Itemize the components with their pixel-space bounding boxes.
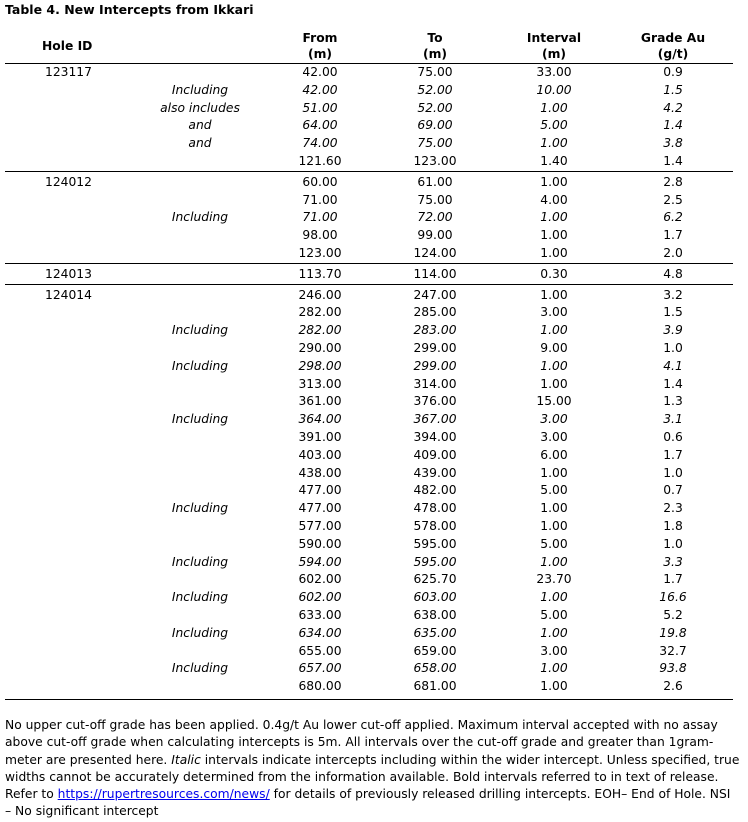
- grade-cell: 3.3: [663, 554, 683, 569]
- hole-id-cell: [5, 518, 135, 536]
- table-row: [5, 678, 733, 699]
- qualifier-cell: [135, 571, 265, 589]
- hole-id-cell: [5, 607, 135, 625]
- header-grade: [613, 30, 733, 64]
- to-cell: 625.70: [413, 572, 457, 587]
- interval-cell: 1.00: [495, 678, 613, 699]
- from-cell: 282.00: [298, 323, 342, 338]
- interval-cell: 1.40: [540, 153, 568, 168]
- table-row: [5, 358, 733, 376]
- to-cell: 75.00: [417, 65, 453, 79]
- to-cell: 482.00: [413, 483, 457, 498]
- table-row: [5, 135, 733, 153]
- interval-cell: 3.00: [540, 643, 568, 658]
- to-cell: 314.00: [413, 376, 457, 391]
- grade-cell: 1.7: [663, 447, 683, 462]
- interval-cell: 5.00: [540, 483, 568, 498]
- from-cell: 403.00: [298, 447, 342, 462]
- interval-cell: 1.00: [540, 518, 568, 533]
- grade-cell: 1.0: [663, 340, 683, 355]
- header-from: [265, 30, 375, 64]
- hole-id-cell: [5, 660, 135, 678]
- table-row: [5, 376, 733, 394]
- interval-cell: 15.00: [536, 394, 572, 409]
- from-cell: 246.00: [265, 284, 375, 304]
- hole-id-cell: [5, 192, 135, 210]
- table-row: [5, 209, 733, 227]
- hole-id-cell: [5, 82, 135, 100]
- qualifier-cell: and: [188, 118, 212, 133]
- table-row: [5, 660, 733, 678]
- grade-cell: 1.3: [663, 394, 683, 409]
- from-cell: 51.00: [302, 100, 338, 115]
- interval-cell: 1.00: [540, 358, 568, 373]
- to-cell: 299.00: [413, 340, 457, 355]
- hole-id-cell: 124014: [5, 284, 135, 304]
- hole-id-cell: [5, 322, 135, 340]
- to-cell: 52.00: [417, 100, 453, 115]
- header-grade-line1: Grade Au: [640, 31, 706, 45]
- header-to-line1: To: [427, 31, 443, 45]
- interval-cell: 1.00: [540, 554, 568, 569]
- rupert-news-link[interactable]: https://rupertresources.com/news/: [57, 787, 270, 802]
- qualifier-cell: [135, 429, 265, 447]
- interval-cell: 6.00: [540, 447, 568, 462]
- grade-cell: 1.7: [663, 228, 683, 243]
- grade-cell: 4.2: [663, 100, 683, 115]
- hole-id-cell: [5, 536, 135, 554]
- qualifier-cell: [135, 284, 265, 304]
- from-cell: 71.00: [302, 210, 338, 225]
- grade-cell: 1.4: [663, 376, 683, 391]
- from-cell: 680.00: [265, 678, 375, 699]
- table-row: [5, 625, 733, 643]
- qualifier-cell: Including: [171, 412, 229, 427]
- interval-cell: 1.00: [495, 171, 613, 191]
- from-cell: 282.00: [298, 305, 342, 320]
- qualifier-cell: [135, 64, 265, 82]
- table-row: [5, 500, 733, 518]
- from-cell: 42.00: [302, 65, 338, 79]
- from-cell: 602.00: [298, 572, 342, 587]
- grade-cell: 2.6: [613, 678, 733, 699]
- table-row: [5, 263, 733, 284]
- interval-cell: 5.00: [540, 607, 568, 622]
- from-cell: 438.00: [298, 465, 342, 480]
- from-cell: 594.00: [298, 554, 342, 569]
- qualifier-cell: [135, 171, 265, 191]
- hole-id-cell: [5, 411, 135, 429]
- to-cell: 658.00: [413, 661, 457, 676]
- qualifier-cell: also includes: [160, 100, 240, 115]
- to-cell: 299.00: [413, 358, 457, 373]
- to-cell: 638.00: [413, 607, 457, 622]
- to-cell: 394.00: [413, 429, 457, 444]
- hole-id-cell: [5, 429, 135, 447]
- qualifier-cell: [135, 304, 265, 322]
- from-cell: 298.00: [298, 358, 342, 373]
- header-interval-line1: Interval: [526, 31, 582, 45]
- table-row: [5, 322, 733, 340]
- hole-id-cell: [5, 153, 135, 171]
- table-row: [5, 82, 733, 100]
- to-cell: 439.00: [413, 465, 457, 480]
- from-cell: 361.00: [298, 394, 342, 409]
- grade-cell: 19.8: [659, 625, 687, 640]
- qualifier-cell: Including: [171, 82, 229, 97]
- interval-cell: 1.00: [540, 100, 568, 115]
- table-row: [5, 245, 733, 263]
- table-row: [5, 429, 733, 447]
- interval-cell: 0.30: [495, 263, 613, 284]
- hole-id-cell: [5, 625, 135, 643]
- to-cell: 99.00: [417, 228, 453, 243]
- qualifier-cell: [135, 518, 265, 536]
- grade-cell: 6.2: [663, 210, 683, 225]
- grade-cell: 2.0: [663, 245, 683, 260]
- table-title: Table 4. New Intercepts from Ikkari: [5, 2, 254, 17]
- hole-id-cell: [5, 571, 135, 589]
- grade-cell: 1.0: [663, 465, 683, 480]
- header-to: [375, 30, 495, 64]
- hole-id-cell: [5, 340, 135, 358]
- interval-cell: 1.00: [540, 210, 568, 225]
- grade-cell: 1.4: [663, 153, 683, 168]
- qualifier-cell: Including: [171, 501, 229, 516]
- qualifier-cell: [135, 340, 265, 358]
- from-cell: 577.00: [298, 518, 342, 533]
- header-grade-unit: (g/t): [657, 47, 689, 61]
- hole-id-cell: [5, 227, 135, 245]
- grade-cell: 4.1: [663, 358, 683, 373]
- header-hole-id: Hole ID: [5, 30, 135, 64]
- qualifier-cell: [135, 393, 265, 411]
- grade-cell: 2.3: [663, 501, 683, 516]
- grade-cell: 1.8: [663, 518, 683, 533]
- table-row: [5, 171, 733, 191]
- from-cell: 477.00: [298, 501, 342, 516]
- to-cell: 52.00: [417, 82, 453, 97]
- qualifier-cell: Including: [171, 323, 229, 338]
- hole-id-cell: 123117: [45, 65, 92, 79]
- from-cell: 655.00: [298, 643, 342, 658]
- interval-cell: 3.00: [540, 429, 568, 444]
- interval-cell: 1.00: [495, 284, 613, 304]
- hole-id-cell: [5, 358, 135, 376]
- to-cell: 75.00: [417, 192, 453, 207]
- from-cell: 391.00: [298, 429, 342, 444]
- footnote-text-1: No upper cut-off grade has been applied. 0.4g/t Au lower cut-off applied. Maximum interval accepted with no assay above cut-off grade when calculating intercepts is 5m. All intervals over the cut-off grade and greater than 1gram-meter are presented here.: [5, 718, 718, 767]
- qualifier-cell: Including: [171, 590, 229, 605]
- grade-cell: 32.7: [659, 643, 687, 658]
- table-row: [5, 554, 733, 572]
- interval-cell: 5.00: [540, 536, 568, 551]
- hole-id-cell: [5, 447, 135, 465]
- to-cell: 367.00: [413, 412, 457, 427]
- from-cell: 74.00: [302, 136, 338, 151]
- to-cell: 595.00: [413, 536, 457, 551]
- qualifier-cell: [135, 536, 265, 554]
- footnote: [5, 717, 740, 821]
- qualifier-cell: [135, 447, 265, 465]
- grade-cell: 4.8: [613, 263, 733, 284]
- to-cell: 114.00: [375, 263, 495, 284]
- from-cell: 633.00: [298, 607, 342, 622]
- interval-cell: 4.00: [540, 192, 568, 207]
- table-row: [5, 482, 733, 500]
- grade-cell: 5.2: [663, 607, 683, 622]
- grade-cell: 3.2: [613, 284, 733, 304]
- grade-cell: 1.7: [663, 572, 683, 587]
- qualifier-cell: [135, 607, 265, 625]
- interval-cell: 10.00: [536, 82, 572, 97]
- from-cell: 98.00: [302, 228, 338, 243]
- table-row: [5, 571, 733, 589]
- table-row: [5, 284, 733, 304]
- interval-cell: 3.00: [540, 412, 568, 427]
- from-cell: 477.00: [298, 483, 342, 498]
- header-from-unit: (m): [307, 47, 333, 61]
- to-cell: 75.00: [417, 136, 453, 151]
- qualifier-cell: [135, 227, 265, 245]
- grade-cell: 0.6: [663, 429, 683, 444]
- to-cell: 283.00: [413, 323, 457, 338]
- hole-id-cell: [5, 500, 135, 518]
- to-cell: 69.00: [417, 118, 453, 133]
- interval-cell: 1.00: [540, 501, 568, 516]
- table-body: [5, 64, 733, 700]
- from-cell: 290.00: [298, 340, 342, 355]
- footnote-text-2: intervals indicate intercepts including within the wider intercept. Unless specified, true widths cannot be accurately determined from the information available. Bold intervals referred to in text of release. Refer to: [5, 752, 740, 802]
- grade-cell: 2.5: [663, 192, 683, 207]
- footnote-italic-word: Italic: [171, 752, 201, 767]
- hole-id-cell: [5, 643, 135, 661]
- hole-id-cell: [5, 209, 135, 227]
- hole-id-cell: [5, 135, 135, 153]
- hole-id-cell: [5, 678, 135, 699]
- hole-id-cell: [5, 376, 135, 394]
- to-cell: 124.00: [413, 245, 457, 260]
- table-row: [5, 100, 733, 118]
- hole-id-cell: [5, 465, 135, 483]
- table-row: [5, 447, 733, 465]
- from-cell: 113.70: [265, 263, 375, 284]
- table-header: [5, 30, 733, 64]
- header-to-unit: (m): [422, 47, 448, 61]
- interval-cell: 1.00: [540, 590, 568, 605]
- from-cell: 121.60: [298, 153, 342, 168]
- to-cell: 285.00: [413, 305, 457, 320]
- hole-id-cell: [5, 589, 135, 607]
- grade-cell: 1.5: [663, 82, 683, 97]
- from-cell: 313.00: [298, 376, 342, 391]
- qualifier-cell: [135, 376, 265, 394]
- grade-cell: 93.8: [659, 661, 687, 676]
- from-cell: 634.00: [298, 625, 342, 640]
- qualifier-cell: Including: [171, 625, 229, 640]
- to-cell: 595.00: [413, 554, 457, 569]
- table-row: [5, 304, 733, 322]
- from-cell: 364.00: [298, 412, 342, 427]
- qualifier-cell: [135, 192, 265, 210]
- header-interval-unit: (m): [541, 47, 567, 61]
- table-row: [5, 607, 733, 625]
- to-cell: 478.00: [413, 501, 457, 516]
- qualifier-cell: [135, 263, 265, 284]
- intercepts-table: [5, 30, 733, 700]
- to-cell: 603.00: [413, 590, 457, 605]
- table-row: [5, 64, 733, 82]
- table-row: [5, 411, 733, 429]
- table-row: [5, 227, 733, 245]
- footnote-text-3: for details of previously released drilling intercepts. EOH– End of Hole. NSI – No significant intercept: [5, 787, 731, 819]
- qualifier-cell: [135, 153, 265, 171]
- from-cell: 123.00: [298, 245, 342, 260]
- interval-cell: 33.00: [536, 65, 572, 79]
- from-cell: 64.00: [302, 118, 338, 133]
- hole-id-cell: [5, 245, 135, 263]
- header-interval: [495, 30, 613, 64]
- hole-id-cell: [5, 100, 135, 118]
- grade-cell: 0.7: [663, 483, 683, 498]
- grade-cell: 3.1: [663, 412, 683, 427]
- to-cell: 635.00: [413, 625, 457, 640]
- grade-cell: 1.4: [663, 118, 683, 133]
- hole-id-cell: [5, 482, 135, 500]
- qualifier-cell: Including: [171, 358, 229, 373]
- to-cell: 681.00: [375, 678, 495, 699]
- table-row: [5, 589, 733, 607]
- interval-cell: 1.00: [540, 661, 568, 676]
- table-row: [5, 393, 733, 411]
- hole-id-cell: [5, 304, 135, 322]
- table-row: [5, 536, 733, 554]
- interval-cell: 9.00: [540, 340, 568, 355]
- from-cell: 657.00: [298, 661, 342, 676]
- table-row: [5, 117, 733, 135]
- interval-cell: 23.70: [536, 572, 572, 587]
- qualifier-cell: [135, 678, 265, 699]
- grade-cell: 16.6: [659, 590, 687, 605]
- from-cell: 42.00: [302, 82, 338, 97]
- to-cell: 247.00: [375, 284, 495, 304]
- interval-cell: 5.00: [540, 118, 568, 133]
- to-cell: 659.00: [413, 643, 457, 658]
- to-cell: 123.00: [413, 153, 457, 168]
- hole-id-cell: [5, 393, 135, 411]
- qualifier-cell: [135, 643, 265, 661]
- qualifier-cell: Including: [171, 661, 229, 676]
- interval-cell: 1.00: [540, 625, 568, 640]
- hole-id-cell: 124013: [5, 263, 135, 284]
- table-row: [5, 518, 733, 536]
- interval-cell: 1.00: [540, 323, 568, 338]
- qualifier-cell: [135, 465, 265, 483]
- grade-cell: 1.5: [663, 305, 683, 320]
- interval-cell: 1.00: [540, 136, 568, 151]
- grade-cell: 0.9: [663, 65, 683, 79]
- qualifier-cell: Including: [171, 554, 229, 569]
- to-cell: 578.00: [413, 518, 457, 533]
- from-cell: 60.00: [265, 171, 375, 191]
- grade-cell: 3.9: [663, 323, 683, 338]
- grade-cell: 1.0: [663, 536, 683, 551]
- interval-cell: 1.00: [540, 465, 568, 480]
- interval-cell: 3.00: [540, 305, 568, 320]
- table-row: [5, 153, 733, 171]
- from-cell: 590.00: [298, 536, 342, 551]
- header-from-line1: From: [302, 31, 338, 45]
- qualifier-cell: and: [188, 136, 212, 151]
- hole-id-cell: [5, 117, 135, 135]
- from-cell: 602.00: [298, 590, 342, 605]
- qualifier-cell: Including: [171, 210, 229, 225]
- grade-cell: 2.8: [613, 171, 733, 191]
- table-row: [5, 340, 733, 358]
- table-row: [5, 465, 733, 483]
- to-cell: 409.00: [413, 447, 457, 462]
- interval-cell: 1.00: [540, 245, 568, 260]
- hole-id-cell: [5, 554, 135, 572]
- from-cell: 71.00: [302, 192, 338, 207]
- header-label-spacer: [135, 30, 265, 64]
- interval-cell: 1.00: [540, 228, 568, 243]
- table-row: [5, 643, 733, 661]
- qualifier-cell: [135, 245, 265, 263]
- to-cell: 61.00: [375, 171, 495, 191]
- to-cell: 376.00: [413, 394, 457, 409]
- interval-cell: 1.00: [540, 376, 568, 391]
- table-row: [5, 192, 733, 210]
- grade-cell: 3.8: [663, 136, 683, 151]
- hole-id-cell: 124012: [5, 171, 135, 191]
- qualifier-cell: [135, 482, 265, 500]
- to-cell: 72.00: [417, 210, 453, 225]
